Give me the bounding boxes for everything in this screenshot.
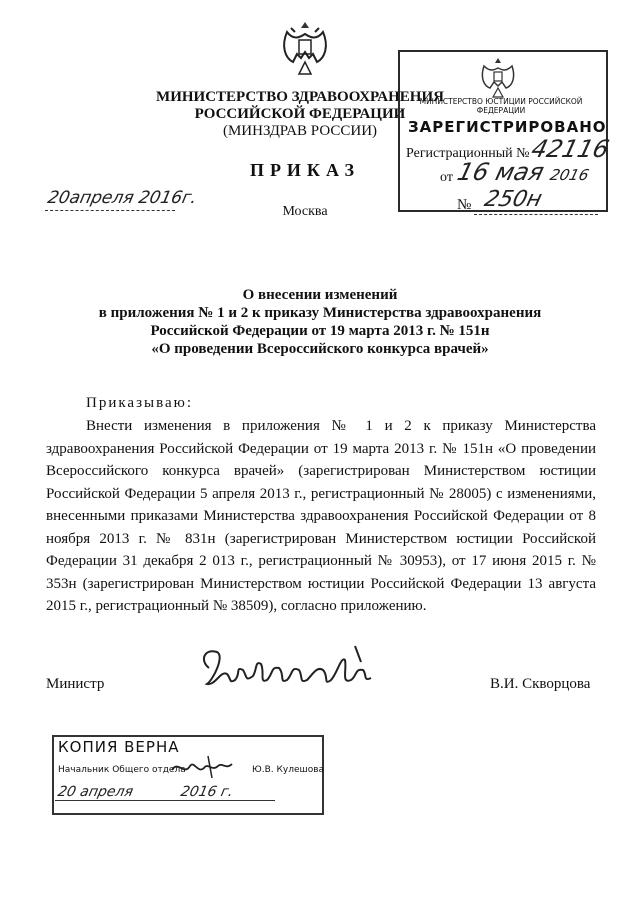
order-number-label: № <box>457 197 472 213</box>
doc-type: ПРИКАЗ <box>249 160 361 180</box>
city: Москва <box>282 204 328 219</box>
copy-signature-icon <box>168 752 248 782</box>
signer-name: В.И. Скворцова <box>490 676 591 692</box>
order-body: Внести изменения в приложения № 1 и 2 к приказу Министерства здравоохранения Российской Федерации от 19 марта 2013 г. № 151н «О проведении Всероссийского конкурса врачей» (зарегистрирован Министерством юстиции Российской Федерации 5 апреля 2013 г., регистрационный № 28005) с изменениями, внесенными приказами Министерства здравоохранения Российской Федерации от 8 ноября 2013 г. № 831н (зарегистрирован Министерством юстиции Российской Федерации 31 декабря 2 013 г., регистрационный № 30953), от 17 июня 2015 г. № 353н (зарегистрирован Министерством юстиции Российской Федерации 13 августа 2015 г., регистрационный № 38509), согласно приложению. <box>46 418 596 614</box>
document-title: О внесении изменений в приложения № 1 и 2 к приказу Министерства здравоохранения Российской Федерации от 19 марта 2013 г. № 151н «О проведении Всероссийского конкурса врачей» <box>98 287 542 357</box>
copy-stamp-line <box>55 800 275 801</box>
stamp-ministry: МИНИСТЕРСТВО ЮСТИЦИИ РОССИЙСКОЙ ФЕДЕРАЦИИ <box>419 97 583 115</box>
stamp-number-label: Регистрационный № <box>406 146 530 161</box>
stamp-status: ЗАРЕГИСТРИРОВАНО <box>408 118 607 136</box>
stamp-number: 42116 <box>528 135 612 163</box>
signer-role: Министр <box>46 676 105 692</box>
ministry-short-name: (МИНЗДРАВ РОССИИ) <box>222 123 378 139</box>
copy-stamp-title: КОПИЯ ВЕРНА <box>58 738 180 756</box>
order-number: 250н <box>481 187 545 212</box>
stamp-date: 16 мая 2016 <box>454 158 591 186</box>
copy-stamp-date: 20 апреля 2016 г. <box>56 784 235 800</box>
stamp-date-prefix: от <box>440 170 453 185</box>
date-line <box>45 210 175 211</box>
copy-stamp-head: Начальник Общего отдела <box>58 765 186 775</box>
copy-stamp-name: Ю.В. Кулешова <box>252 765 325 775</box>
ministry-name: МИНИСТЕРСТВО ЗДРАВООХРАНЕНИЯ РОССИЙСКОЙ ФЕДЕРАЦИИ <box>156 89 444 122</box>
stamp-coat-of-arms-icon <box>478 56 518 100</box>
coat-of-arms-icon <box>279 18 331 80</box>
order-number-line <box>474 214 598 215</box>
handwritten-signature-icon <box>195 640 385 700</box>
order-date: 20апреля 2016г. <box>45 188 199 208</box>
order-label: Приказываю: <box>86 395 193 411</box>
